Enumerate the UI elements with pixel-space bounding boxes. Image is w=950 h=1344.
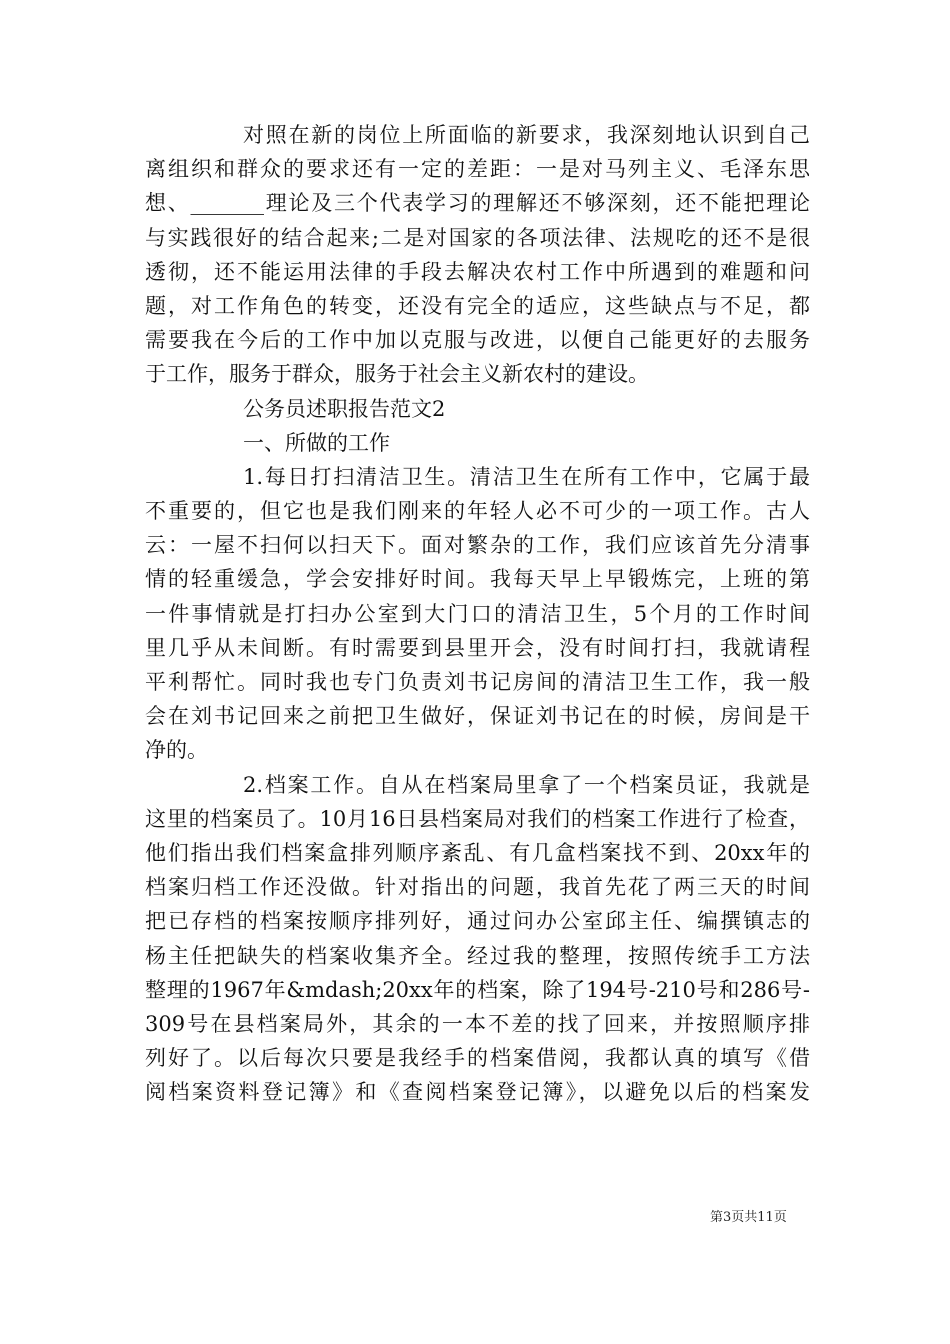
text-line: 309号在县档案局外，其余的一本不差的找了回来，并按照顺序排: [145, 1011, 810, 1036]
text-line: 情的轻重缓急，学会安排好时间。我每天早上早锻炼完，上班的第: [145, 567, 810, 592]
text-line: 2.档案工作。自从在档案局里拿了一个档案员证，我就是: [243, 772, 810, 797]
text-line: 题，对工作角色的转变，还没有完全的适应，这些缺点与不足，都: [145, 293, 810, 318]
text-line: 云：一屋不扫何以扫天下。面对繁杂的工作，我们应该首先分清事: [145, 533, 810, 558]
text-line: 离组织和群众的要求还有一定的差距：一是对马列主义、毛泽东思: [145, 157, 810, 182]
page-number: 第3页共11页: [710, 1210, 787, 1225]
text-line: 1.每日打扫清洁卫生。清洁卫生在所有工作中，它属于最: [243, 464, 810, 489]
text-line: 整理的1967年&mdash;20xx年的档案，除了194号-210号和286号-: [145, 977, 810, 1002]
text-line: 他们指出我们档案盒排列顺序紊乱、有几盒档案找不到、20xx年的: [145, 840, 810, 865]
text-line: 想、_______理论及三个代表学习的理解还不够深刻，还不能把理论: [145, 191, 810, 216]
section-heading: 一、所做的工作: [243, 430, 390, 455]
text-line: 列好了。以后每次只要是我经手的档案借阅，我都认真的填写《借: [145, 1046, 810, 1071]
text-line: 平利帮忙。同时我也专门负责刘书记房间的清洁卫生工作，我一般: [145, 670, 810, 694]
text-line: 阅档案资料登记簿》和《查阅档案登记簿》，以避免以后的档案发: [145, 1080, 810, 1105]
document-body: [145, 118, 810, 1109]
text-line: 净的。: [145, 738, 208, 763]
text-line: 不重要的，但它也是我们刚来的年轻人必不可少的一项工作。古人: [145, 499, 810, 524]
text-line: 把已存档的档案按顺序排列好，通过问办公室邱主任、编撰镇志的: [145, 909, 810, 934]
text-line: 透彻，还不能运用法律的手段去解决农村工作中所遇到的难题和问: [145, 259, 810, 284]
text-line: 于工作，服务于群众，服务于社会主义新农村的建设。: [145, 362, 649, 387]
text-line: 里几乎从未间断。有时需要到县里开会，没有时间打扫，我就请程: [145, 635, 810, 660]
text-line: 档案归档工作还没做。针对指出的问题，我首先花了两三天的时间: [145, 875, 810, 900]
text-line: 需要我在今后的工作中加以克服与改进，以便自己能更好的去服务: [145, 328, 810, 353]
document-title: 公务员述职报告范文2: [243, 396, 446, 421]
text-line: 一件事情就是打扫办公室到大门口的清洁卫生，5个月的工作时间: [145, 601, 810, 626]
text-line: 会在刘书记回来之前把卫生做好，保证刘书记在的时候，房间是干: [145, 704, 810, 729]
text-line: 这里的档案员了。10月16日县档案局对我们的档案工作进行了检查，: [145, 806, 810, 831]
text-line: 杨主任把缺失的档案收集齐全。经过我的整理，按照传统手工方法: [145, 943, 810, 968]
text-line: 与实践很好的结合起来;二是对国家的各项法律、法规吃的还不是很: [145, 225, 810, 250]
text-line: 对照在新的岗位上所面临的新要求，我深刻地认识到自己: [243, 123, 810, 147]
